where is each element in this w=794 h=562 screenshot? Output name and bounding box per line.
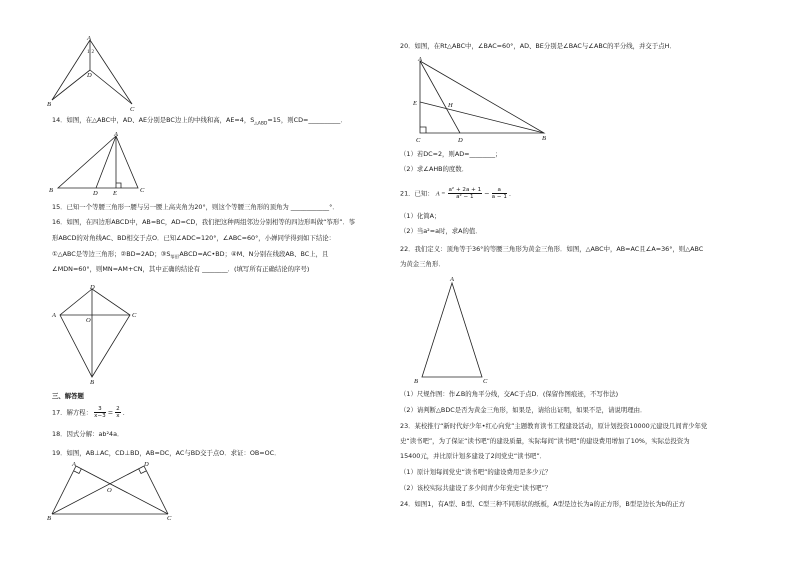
label-d: D: [93, 190, 98, 197]
section-heading-3: 三、解答题: [52, 392, 84, 400]
label-d: D: [458, 137, 463, 144]
fraction-2-over-x: $\frac{2}{x}$: [116, 406, 120, 419]
figure-q13: [40, 36, 150, 111]
label-c: C: [483, 378, 488, 385]
label-a: A: [418, 56, 422, 63]
question-16-line-4: ∠MDN=60°，则MN=AM+CN，其中正确的结论有 ________．(填写所有正确结论的序号): [52, 265, 310, 273]
label-b: B: [414, 378, 418, 385]
angle-2: 2: [91, 50, 94, 55]
label-o: O: [107, 487, 112, 494]
label-e: E: [413, 100, 417, 107]
label-a: A: [450, 276, 454, 283]
question-23-line-3: 15400元，并比原计划多建设了2间党史“读书吧”．: [400, 452, 547, 460]
label-d: D: [144, 461, 149, 468]
figure-q19: [46, 460, 176, 522]
question-21: 21．已知： A = $\frac{\text{a² + 2a + 1}}{\text{a² − 1}}$ − $\frac{a}{a - 1}$ ．: [400, 187, 516, 200]
label-b: B: [542, 135, 546, 142]
label-b: B: [49, 187, 53, 194]
question-22-line-1: 22．我们定义：顶角等于36°的等腰三角形为黄金三角形．如图，△ABC中，AB=AC且∠A=36°，则△ABC: [400, 245, 704, 253]
question-21-part-1: （1）化简A；: [400, 212, 441, 220]
fraction-3-over-x-minus-3: $\frac{3}{x-3}$: [94, 406, 106, 419]
question-22-part-2: （2）请判断△BDC是否为黄金三角形，如果是，请给出证明，如果不是，请说明理由．: [400, 406, 647, 414]
question-23-line-1: 23．某校推行“新时代好少年•红心向党”主题教育读书工程建设活动，原计划投资10000元建设几间青少年党: [400, 422, 708, 430]
label-d: D: [87, 72, 92, 79]
figure-q22: [410, 275, 500, 385]
label-a: A: [72, 461, 76, 468]
label-c: C: [130, 106, 135, 113]
label-a: A: [52, 312, 56, 319]
question-20: 20．如图，在Rt△ABC中，∠BAC=60°，AD、BE分别是∠BAC与∠ABC的平分线，并交于点H．: [400, 42, 676, 50]
figure-q16: [50, 285, 150, 385]
label-c: C: [416, 137, 421, 144]
label-c: C: [132, 312, 137, 319]
fraction-a-squared-plus: $\frac{\text{a² + 2a + 1}}{\text{a² − 1}}$: [448, 187, 482, 200]
question-22-line-2: 为黄金三角形．: [400, 260, 445, 268]
question-20-part-1: （1）若DC=2，则AD=________；: [400, 150, 502, 158]
label-b: B: [47, 101, 51, 108]
question-24: 24．如图1，有A型、B型、C型三种不同形状的纸板，A型是边长为a的正方形，B型是边长为b的正方: [400, 500, 685, 508]
label-d: D: [90, 284, 95, 291]
question-18: 18．因式分解：ab²4a．: [52, 430, 124, 438]
angle-1: 1: [87, 50, 90, 55]
label-c: C: [140, 187, 145, 194]
fraction-a-over-a-minus-1: $\frac{a}{a - 1}$: [491, 187, 507, 200]
question-20-part-2: （2）求∠AHB的度数．: [400, 165, 469, 173]
question-22-part-1: （1）尺规作图：作∠B的角平分线，交AC于点D．(保留作图痕迹，不写作法): [400, 390, 619, 398]
label-b: B: [47, 515, 51, 522]
label-c: C: [167, 515, 172, 522]
label-e: E: [113, 190, 117, 197]
question-23-part-1: （1）原计划每间党史“读书吧”的建设费用是多少元？: [400, 468, 552, 476]
question-19: 19．如图，AB⊥AC，CD⊥BD，AB=DC，AC与BD交于点O．求证：OB=OC．: [52, 449, 281, 457]
question-14: 14．如图，在△ABC中，AD、AE分别是BC边上的中线和高，AE=4，$S_{\triangle ABD}=15$，则CD=__________．: [52, 116, 347, 127]
label-b: B: [90, 379, 94, 386]
label-h: H: [448, 102, 453, 109]
question-16-line-1: 16．如图，在四边形ABCD中，AB=BC，AD=CD，我们把这种两组邻边分别相等的四边形叫做“筝形”．筝: [52, 218, 356, 226]
question-23-part-2: （2）该校实际共建设了多少间青少年党史“读书吧”？: [400, 484, 552, 492]
label-a: A: [114, 131, 118, 138]
label-a: A: [87, 35, 91, 42]
question-16-line-3: ①△ABC是等边三角形；②BD=2AD；$③S_{筝形}ABCD=AC•BD$；④M、N分别在线段AB、BC上，且: [52, 250, 329, 261]
figure-q20: [410, 55, 550, 145]
question-15: 15．已知一个等腰三角形一腰与另一腰上高夹角为20°，则这个等腰三角形的顶角为 ____________°．: [52, 203, 339, 211]
question-23-line-2: 史“读书吧”，为了保证“读书吧”的建设质量，实际每间“读书吧”的建设费用增加了10%，实际总投资为: [400, 437, 690, 445]
figure-q14: [48, 130, 158, 195]
label-o: O: [86, 317, 91, 324]
question-17: 17．解方程： $\frac{3}{x-3}$ = $\frac{2}{x}$ ．: [52, 406, 130, 419]
question-21-part-2: （2）当a²=a时，求A的值．: [400, 227, 482, 235]
question-16-line-2: 形ABCD的对角线AC、BD相交于点O．已知∠ADC=120°，∠ABC=60°，小婵同学得到如下结论：: [52, 234, 335, 242]
